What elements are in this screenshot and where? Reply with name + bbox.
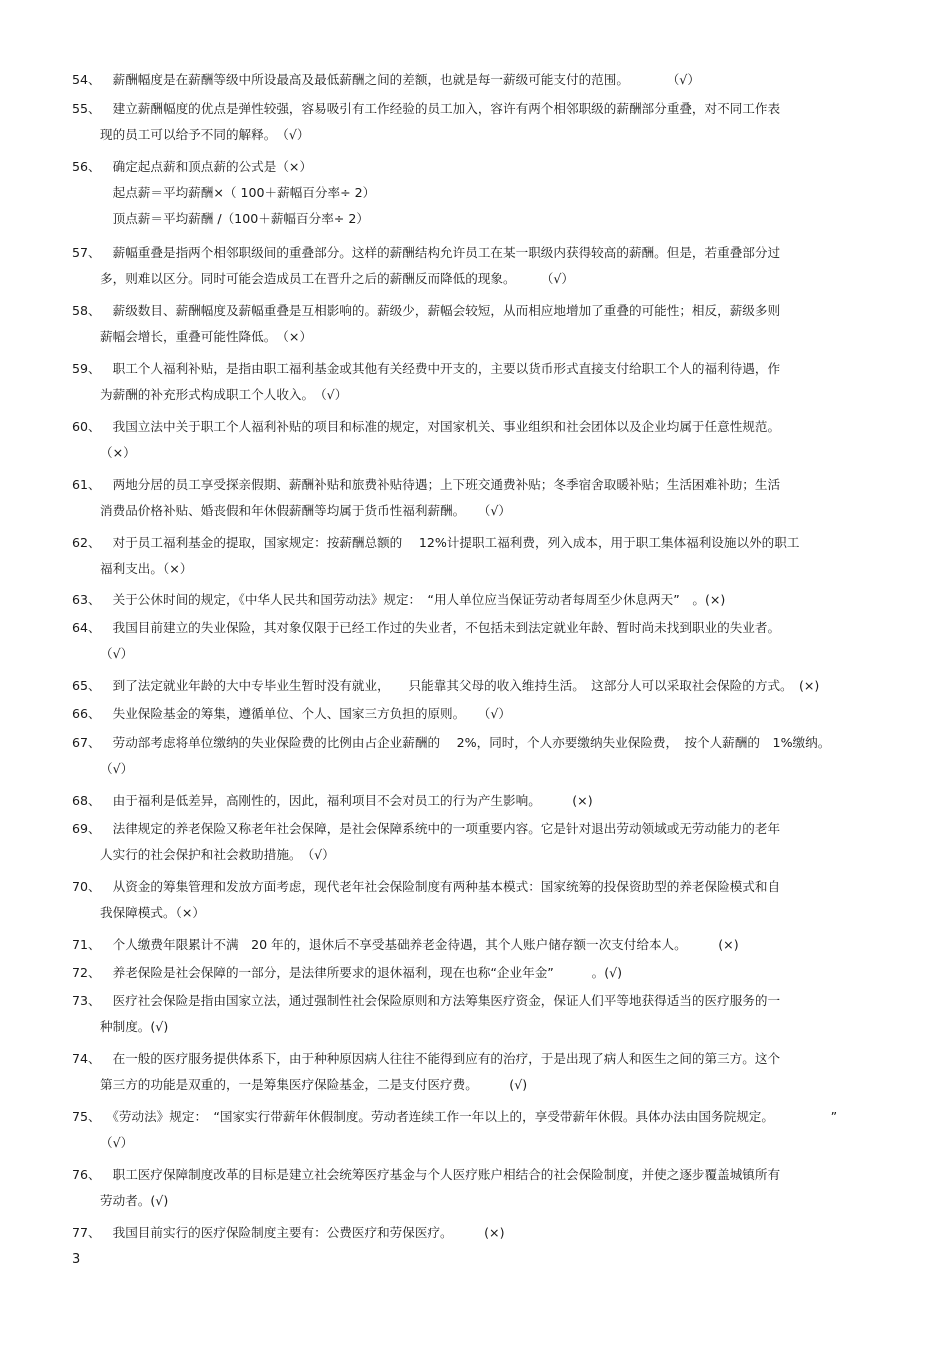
question-number: 63、 [72,592,101,607]
question-number: 60、 [72,419,101,434]
question-text [100,472,890,524]
text-line: 薪级数目、薪酬幅度及薪幅重叠是互相影响的。薪级少，薪幅会较短，从而相应地增加了重叠的可能性；相反，薪级多则 [100,303,781,318]
text-line: 劳动者。(√) [100,1193,169,1208]
text-line: 我国立法中关于职工个人福利补贴的项目和标准的规定，对国家机关、事业组织和社会团体以及企业均属于任意性规范。 [100,419,781,434]
question-number: 56、 [72,159,101,174]
question-number: 62、 [72,535,101,550]
question-text [100,730,890,782]
question-text [100,615,890,667]
question-text [100,673,890,699]
question-text [100,154,890,232]
text-line: 人实行的社会保护和社会救助措施。 （√） [100,847,335,862]
question-text [100,816,890,868]
text-line: 从资金的筹集管理和发放方面考虑，现代老年社会保险制度有两种基本模式：国家统筹的投保资助型的养老保险模式和自 [100,879,781,894]
question-number: 74、 [72,1051,101,1066]
question-text [100,874,890,926]
question-text [100,67,890,93]
text-line: 在一般的医疗服务提供体系下，由于种种原因病人往往不能得到应有的治疗，于是出现了病人和医生之间的第三方。这个 [100,1051,781,1066]
question-text [100,530,890,582]
question-number: 65、 [72,678,101,693]
text-line: 为薪酬的补充形式构成职工个人收入。 （√） [100,387,348,402]
text-line: 建立薪酬幅度的优点是弹性较强，容易吸引有工作经验的员工加入，容许有两个相邻职级的薪酬部分重叠，对不同工作表 [100,101,781,116]
text-line: 由于福利是低差异，高刚性的，因此，福利项目不会对员工的行为产生影响。 (×) [100,793,593,808]
question-number: 75、 [72,1109,101,1124]
question-text [100,96,890,148]
text-line: 薪酬幅度是在薪酬等级中所设最高及最低薪酬之间的差额，也就是每一薪级可能支付的范围。 （√） [100,72,700,87]
text-line: 关于公休时间的规定，《中华人民共和国劳动法》规定： “用人单位应当保证劳动者每周至少休息两天” 。(×) [100,592,726,607]
text-line: 《劳动法》规定： “国家实行带薪年休假制度。劳动者连续工作一年以上的，享受带薪年休假。具体办法由国务院规定。 ” [100,1109,838,1124]
text-line: 我保障模式。（×） [100,905,206,920]
text-line: 职工个人福利补贴，是指由职工福利基金或其他有关经费中开支的，主要以货币形式直接支付给职工个人的福利待遇，作 [100,361,781,376]
text-line: 我国目前建立的失业保险，其对象仅限于已经工作过的失业者，不包括未到法定就业年龄、暂时尚未找到职业的失业者。 [100,620,781,635]
question-text [100,240,890,292]
text-line: 对于员工福利基金的提取，国家规定：按薪酬总额的 12%计提职工福利费，列入成本，用于职工集体福利设施以外的职工 [100,535,800,550]
question-number: 55、 [72,101,101,116]
text-line: 职工医疗保障制度改革的目标是建立社会统筹医疗基金与个人医疗账户相结合的社会保险制度，并使之逐步覆盖城镇所有 [100,1167,781,1182]
text-line: （√） [100,1135,134,1150]
text-line: 薪幅重叠是指两个相邻职级间的重叠部分。这样的薪酬结构允许员工在某一职级内获得较高的薪酬。但是，若重叠部分过 [100,245,781,260]
question-number: 69、 [72,821,101,836]
question-text [100,1220,890,1246]
text-line: 个人缴费年限累计不满 20 年的，退休后不享受基础养老金待遇，其个人账户储存额一次支付给本人。 (×) [100,937,739,952]
question-number: 59、 [72,361,101,376]
question-number: 66、 [72,706,101,721]
question-number: 57、 [72,245,101,260]
text-line: 顶点薪＝平均薪酬 /（100＋薪幅百分率÷ 2） [100,211,369,226]
question-text [100,414,890,466]
text-line: 到了法定就业年龄的大中专毕业生暂时没有就业， 只能靠其父母的收入维持生活。 这部分人可以采取社会保险的方式。 (×) [100,678,820,693]
question-text [100,988,890,1040]
question-text [100,788,890,814]
question-text [100,960,890,986]
text-line: 消费品价格补贴、婚丧假和年休假薪酬等均属于货币性福利薪酬。 （√） [100,503,512,518]
text-line: 起点薪＝平均薪酬×（ 100＋薪幅百分率÷ 2） [100,185,376,200]
question-number: 70、 [72,879,101,894]
question-text [100,587,890,613]
question-text [100,1046,890,1098]
text-line: 法律规定的养老保险又称老年社会保障，是社会保障系统中的一项重要内容。它是针对退出劳动领域或无劳动能力的老年 [100,821,781,836]
question-text [100,298,890,350]
question-text [100,932,890,958]
question-number: 76、 [72,1167,101,1182]
text-line: 福利支出。（×） [100,561,193,576]
text-line: 医疗社会保险是指由国家立法，通过强制性社会保险原则和方法筹集医疗资金，保证人们平等地获得适当的医疗服务的一 [100,993,781,1008]
question-number: 73、 [72,993,101,1008]
question-text [100,1104,890,1156]
text-line: 薪幅会增长，重叠可能性降低。 （×） [100,329,313,344]
text-line: （√） [100,761,134,776]
question-number: 71、 [72,937,101,952]
question-number: 58、 [72,303,101,318]
text-line: 确定起点薪和顶点薪的公式是（×） [100,159,313,174]
question-text [100,1162,890,1214]
question-text [100,701,890,727]
text-line: 第三方的功能是双重的，一是筹集医疗保险基金，二是支付医疗费。 (√) [100,1077,528,1092]
question-text [100,356,890,408]
text-line: 种制度。(√) [100,1019,169,1034]
text-line: 养老保险是社会保障的一部分，是法律所要求的退休福利，现在也称“企业年金” 。(√) [100,965,623,980]
question-number: 67、 [72,735,101,750]
question-number: 72、 [72,965,101,980]
question-number: 68、 [72,793,101,808]
text-line: 两地分居的员工享受探亲假期、薪酬补贴和旅费补贴待遇；上下班交通费补贴；冬季宿舍取暖补贴；生活困难补助；生活 [100,477,781,492]
text-line: 劳动部考虑将单位缴纳的失业保险费的比例由占企业薪酬的 2%，同时，个人亦要缴纳失业保险费， 按个人薪酬的 1%缴纳。 [100,735,831,750]
text-line: （√） [100,646,134,661]
page-number: 3 [72,1252,81,1267]
text-line: 失业保险基金的筹集，遵循单位、个人、国家三方负担的原则。 （√） [100,706,512,721]
text-line: （×） [100,445,136,460]
text-line: 我国目前实行的医疗保险制度主要有：公费医疗和劳保医疗。 (×) [100,1225,505,1240]
text-line: 现的员工可以给予不同的解释。 （√） [100,127,310,142]
text-line: 多，则难以区分。同时可能会造成员工在晋升之后的薪酬反而降低的现象。 （√） [100,271,574,286]
question-number: 54、 [72,72,101,87]
question-number: 61、 [72,477,101,492]
question-number: 77、 [72,1225,101,1240]
question-number: 64、 [72,620,101,635]
